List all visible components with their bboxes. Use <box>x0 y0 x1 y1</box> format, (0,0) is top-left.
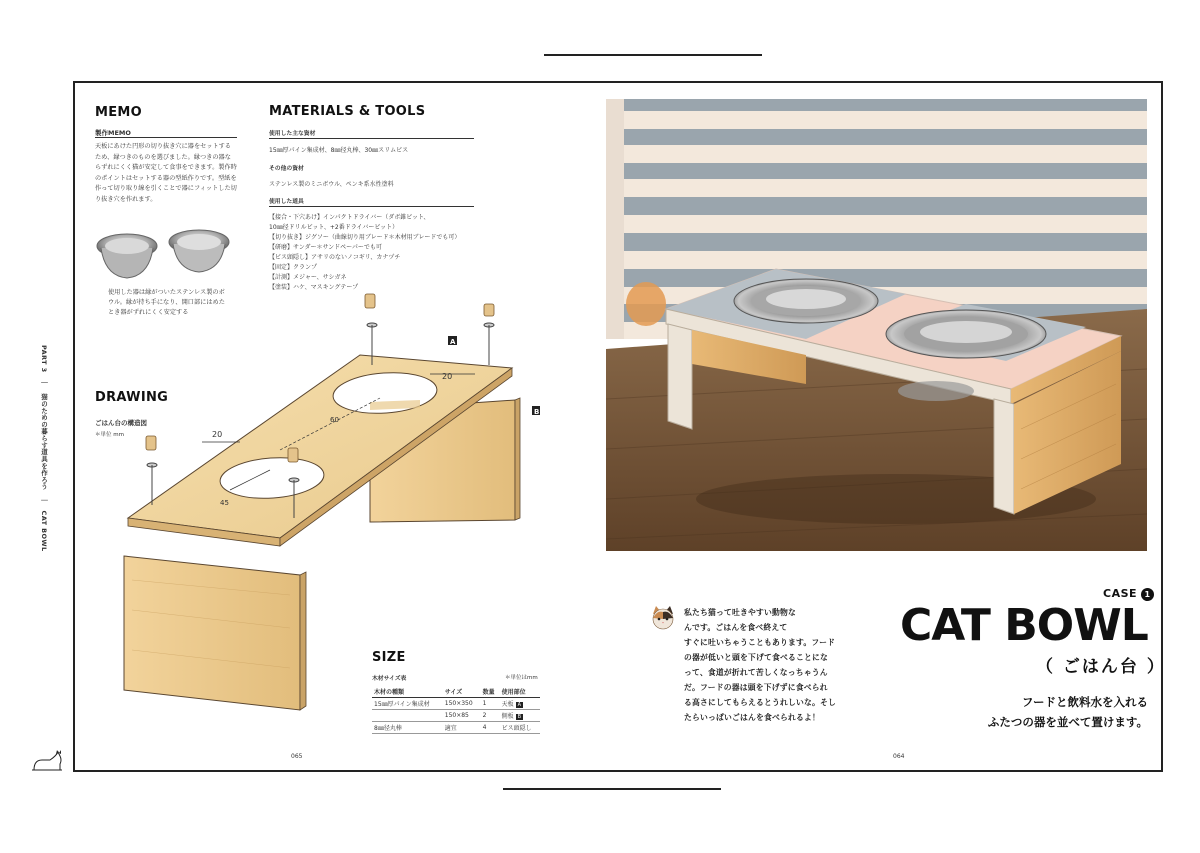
case-text: CASE <box>1103 587 1138 600</box>
page-number-left: 065 <box>291 753 303 760</box>
dimension-label: 45 <box>220 499 229 507</box>
header-cell: 木材の種類 <box>372 686 443 698</box>
drawing-unit: ＊単位 mm <box>95 432 124 438</box>
steel-bowls-image <box>95 226 240 284</box>
tool-line: 【固定】クランプ <box>269 264 318 271</box>
side-label-title: CAT BOWL <box>40 510 48 552</box>
cell-kind <box>372 710 443 722</box>
dimension-label: 20 <box>212 430 223 439</box>
tool-line: 【塗装】ハケ、マスキングテープ <box>269 284 359 291</box>
part-badge: A <box>517 702 522 708</box>
memo-subheading: 製作MEMO <box>95 129 131 137</box>
side-label: PART 3 ｜ 猫のための暮らす道具を作ろう ｜ CAT BOWL <box>40 345 48 552</box>
materials-sub-tools: 使用した道具 <box>269 199 304 205</box>
memo-rule <box>95 137 237 138</box>
tools-rule <box>269 206 474 207</box>
bowl-caption: 使用した器は縁がついたステンレス製のボウル。縁が持ち手になり、開口部にはめたとき器がずれにくく安定する <box>108 289 225 316</box>
cell-qty: 4 <box>481 722 500 734</box>
materials-heading: MATERIALS & TOOLS <box>269 104 426 119</box>
cell-size: 150×85 <box>443 710 481 722</box>
drawing-subheading: ごはん台の構造図 <box>95 419 147 427</box>
top-rule <box>544 54 762 56</box>
size-heading: SIZE <box>372 650 406 665</box>
page-number-right: 064 <box>893 753 905 760</box>
cell-part <box>500 710 540 722</box>
table-row <box>372 722 540 734</box>
materials-main-text: 15㎜厚パイン集成材、8㎜径丸棒、30㎜スリムビス <box>269 147 409 154</box>
part-label: ビス頭隠し <box>501 725 532 732</box>
cat-bowl-photo-illustration <box>606 99 1147 551</box>
memo-heading: MEMO <box>95 105 143 120</box>
dimension-label: 60 <box>330 416 339 424</box>
page-subtitle: （ ごはん台 ） <box>1036 657 1166 677</box>
part-label: 側板 <box>501 713 514 720</box>
tool-line: 【計測】メジャー、サシガネ <box>269 274 347 281</box>
cat-face-icon <box>650 606 676 630</box>
cell-size: 適宜 <box>443 722 481 734</box>
bottom-rule <box>503 788 721 790</box>
cell-kind: 15㎜厚パイン集成材 <box>372 698 443 710</box>
cat-icon <box>30 748 64 774</box>
size-table <box>372 686 540 734</box>
page-title: CAT BOWL <box>900 600 1148 651</box>
materials-other-text: ステンレス製のミニボウル、ペンキ系水性塗料 <box>269 181 394 188</box>
materials-rule <box>269 138 474 139</box>
structure-diagram <box>120 290 540 720</box>
case-label <box>1103 587 1154 601</box>
cell-kind: 8㎜径丸棒 <box>372 722 443 734</box>
cat-speech-text: 私たち猫って吐きやすい動物な んです。ごはんを食べ終えて すぐに吐いちゃうこともあります。フード の器が低いと頭を下げて食べることにな って、食道が折れて苦しくなっちゃうん だ。フードの器は頭を下げずに食べられ る高さにしてもらえるとうれしいな。そし たらいっぱいごはんを食べられるよ！ <box>684 608 836 722</box>
header-cell: サイズ <box>443 686 481 698</box>
part-badge: B <box>517 714 522 720</box>
cell-size: 150×350 <box>443 698 481 710</box>
tool-line: 【切り抜き】ジグソー（曲線切り用ブレード＊木材用ブレードでも可） <box>269 234 461 241</box>
header-cell: 数量 <box>481 686 500 698</box>
side-board-lower <box>124 556 300 710</box>
size-table-header <box>372 686 540 698</box>
cell-part <box>500 722 540 734</box>
label-b: B <box>534 408 540 416</box>
header-cell: 使用部位 <box>500 686 540 698</box>
label-a: A <box>450 338 456 346</box>
table-row <box>372 710 540 722</box>
memo-body: 天板にあけた円形の切り抜き穴に器をセットするため、縁つきのものを選びました。縁つきの器ならずれにくく猫が安定して食事をできます。製作時のポイントはセットする器の型紙作りです。型紙を作って切り取り線を引くことで器にフィットした切り抜き穴を作れます。 <box>95 143 237 203</box>
tool-line: 【研磨】サンダー＊サンドペーパーでも可 <box>269 244 382 251</box>
drawing-heading: DRAWING <box>95 390 169 405</box>
side-label-part: PART 3 <box>40 345 48 373</box>
materials-sub-main: 使用した主な資材 <box>269 131 316 137</box>
size-table-caption: 木材サイズ表 <box>372 676 407 682</box>
cat-bowl-photo <box>606 99 1147 551</box>
cell-qty: 1 <box>481 698 500 710</box>
lead-text: フードと飲料水を入れる ふたつの器を並べて置けます。 <box>987 695 1148 729</box>
table-row <box>372 698 540 710</box>
case-number-badge: 1 <box>1141 588 1154 601</box>
cell-qty: 2 <box>481 710 500 722</box>
part-label: 天板 <box>501 701 514 708</box>
dimension-label: 20 <box>442 372 453 381</box>
tool-line: 【接合・下穴あけ】インパクトドライバー（ダボ錐ビット、 <box>269 214 430 221</box>
materials-sub-other: その他の資材 <box>269 166 304 172</box>
tool-line: 10㎜径ドリルビット、+2番ドライバービット） <box>269 224 399 231</box>
tool-line: 【ビス頭隠し】アサリのないノコギリ、カナヅチ <box>269 254 401 261</box>
size-unit: ＊単位はmm <box>505 675 538 681</box>
side-label-section: 猫のための暮らす道具を作ろう <box>40 393 48 490</box>
cell-part <box>500 698 540 710</box>
